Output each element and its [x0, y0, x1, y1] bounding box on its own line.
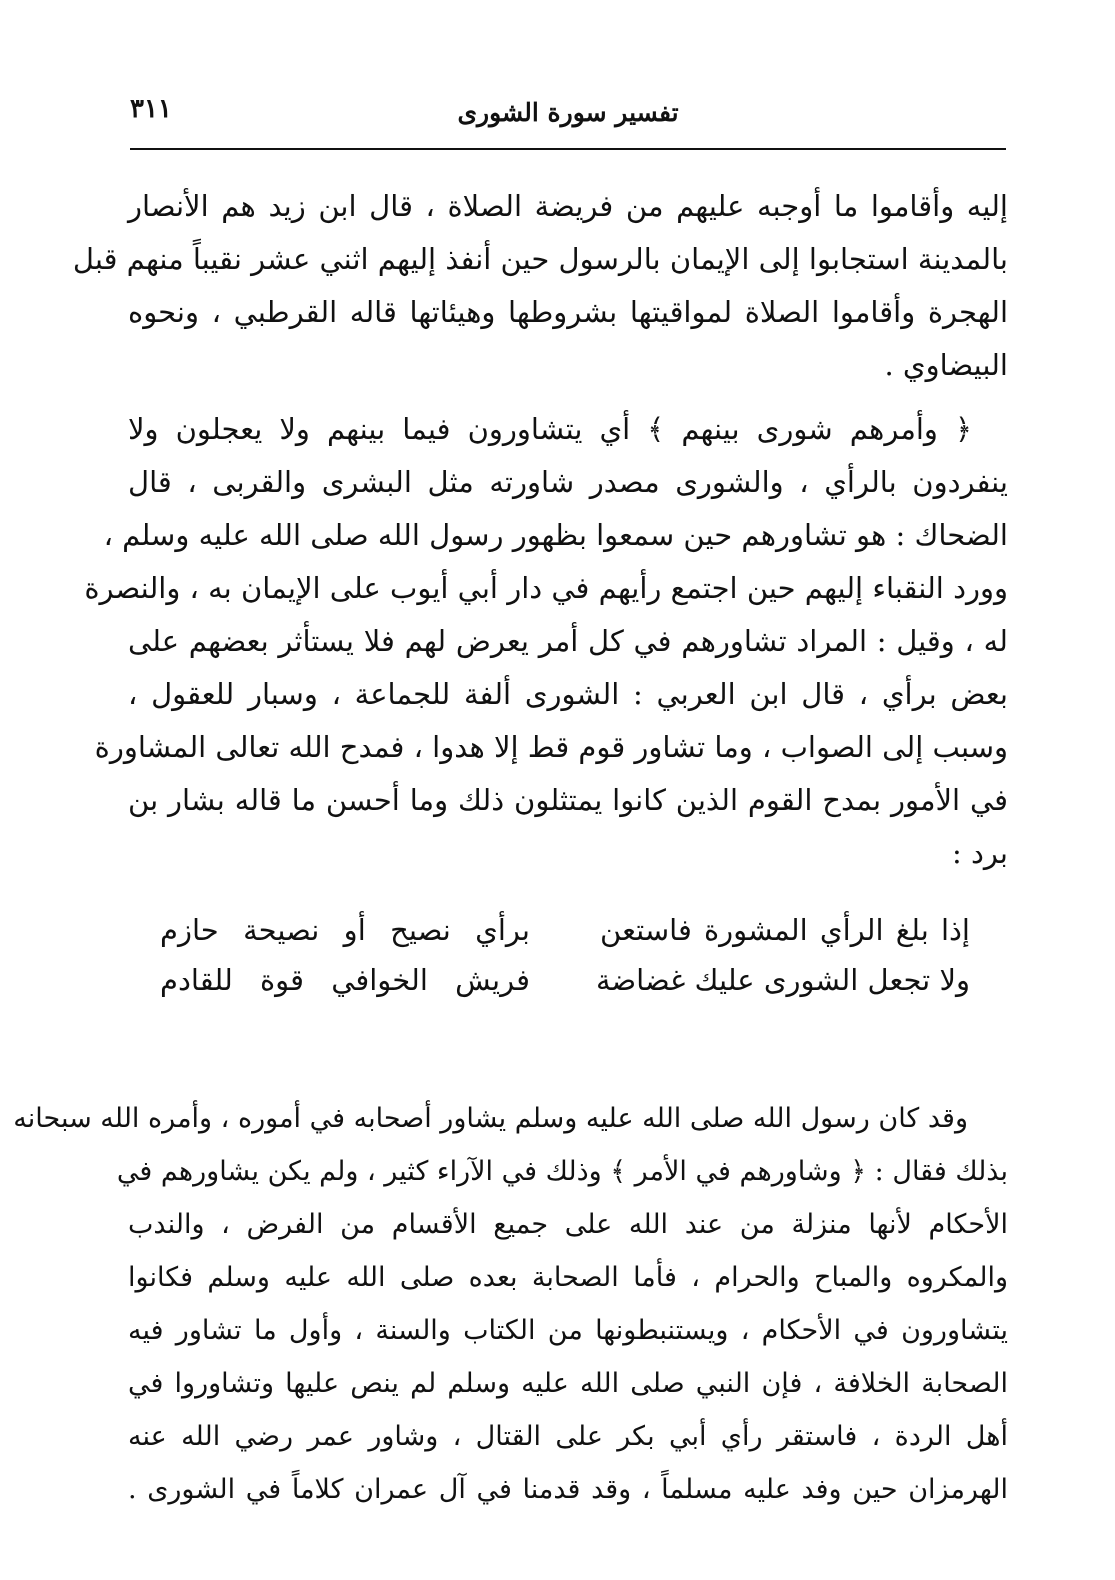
text-line: الصحابة الخلافة ، فإن النبي صلى الله عليه وسلم لم ينص عليها وتشاوروا في — [128, 1368, 1008, 1399]
poem — [160, 905, 970, 1005]
paragraph-2 — [84, 403, 1008, 880]
text-line: الأحكام لأنها منزلة من عند الله على جميع الأقسام من الفرض ، والندب — [128, 1209, 1008, 1240]
poem-second-hemistich: برأي نصيح أو نصيحة حازم — [160, 913, 530, 947]
text-line: يتشاورون في الأحكام ، ويستنبطونها من الكتاب والسنة ، وأول ما تشاور فيه — [128, 1315, 1008, 1346]
paragraph-3 — [13, 1092, 1008, 1516]
text-line: البيضاوي . — [884, 348, 1008, 382]
text-line: الهرمزان حين وفد عليه مسلماً ، وقد قدمنا في آل عمران كلاماً في الشورى . — [128, 1474, 1008, 1505]
paragraph-1 — [72, 180, 1008, 392]
poem-verse — [160, 905, 970, 955]
text-line: له ، وقيل : المراد تشاورهم في كل أمر يعرض لهم فلا يستأثر بعضهم على — [128, 624, 1008, 658]
text-line: بذلك فقال : ﴿ وشاورهم في الأمر ﴾ وذلك في الآراء كثير ، ولم يكن يشاورهم في — [116, 1156, 1008, 1187]
text-line: ينفردون بالرأي ، والشورى مصدر شاورته مثل البشرى والقربى ، قال — [128, 465, 1008, 499]
text-line: إليه وأقاموا ما أوجبه عليهم من فريضة الصلاة ، قال ابن زيد هم الأنصار — [128, 189, 1008, 223]
text-line: ﴿ وأمرهم شورى بينهم ﴾ أي يتشاورون فيما بينهم ولا يعجلون ولا — [128, 412, 972, 446]
header-title: تفسير سورة الشورى — [457, 98, 679, 127]
text-line: الهجرة وأقاموا الصلاة لمواقيتها بشروطها وهيئاتها قاله القرطبي ، ونحوه — [128, 295, 1008, 329]
page-number: ٣١١ — [130, 94, 172, 124]
header-divider — [130, 148, 1006, 150]
running-header — [130, 92, 1006, 144]
text-line: وسبب إلى الصواب ، وما تشاور قوم قط إلا هدوا ، فمدح الله تعالى المشاورة — [94, 730, 1008, 764]
text-line: أهل الردة ، فاستقر رأي أبي بكر على القتال ، وشاور عمر رضي الله عنه — [128, 1421, 1008, 1452]
text-line: بعض برأي ، قال ابن العربي : الشورى ألفة للجماعة ، وسبار للعقول ، — [128, 677, 1008, 711]
text-line: وورد النقباء إليهم حين اجتمع رأيهم في دار أبي أيوب على الإيمان به ، والنصرة — [84, 571, 1008, 605]
text-line: في الأمور بمدح القوم الذين كانوا يمتثلون ذلك وما أحسن ما قاله بشار بن — [128, 783, 1008, 817]
text-line: وقد كان رسول الله صلى الله عليه وسلم يشاور أصحابه في أموره ، وأمره الله سبحانه — [13, 1103, 968, 1134]
poem-first-hemistich: ولا تجعل الشورى عليك غضاضة — [595, 963, 970, 997]
poem-first-hemistich: إذا بلغ الرأي المشورة فاستعن — [600, 913, 970, 947]
text-line: والمكروه والمباح والحرام ، فأما الصحابة بعده صلى الله عليه وسلم فكانوا — [128, 1262, 1008, 1293]
text-line: برد : — [952, 836, 1008, 870]
poem-verse — [160, 955, 970, 1005]
text-line: بالمدينة استجابوا إلى الإيمان بالرسول حين أنفذ إليهم اثني عشر نقيباً منهم قبل — [72, 242, 1008, 276]
text-line: الضحاك : هو تشاورهم حين سمعوا بظهور رسول الله صلى الله عليه وسلم ، — [103, 518, 1008, 552]
poem-second-hemistich: فريش الخوافي قوة للقادم — [160, 963, 530, 997]
